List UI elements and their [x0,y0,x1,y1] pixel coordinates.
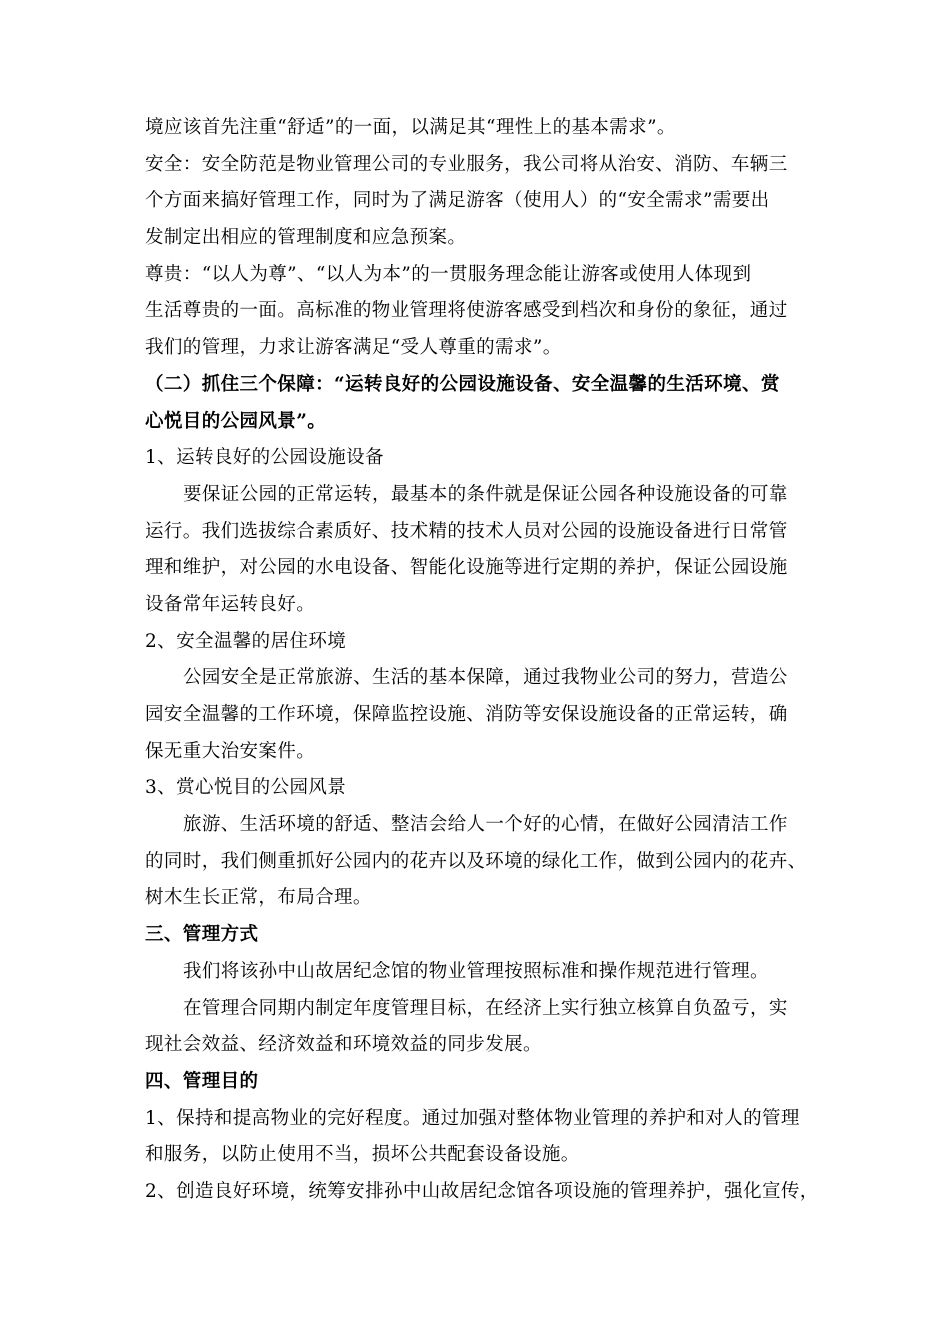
paragraph-line: 理和维护，对公园的水电设备、智能化设施等进行定期的养护，保证公园设施 [145,557,788,579]
paragraph-line: 我们的管理，力求让游客满足“受人尊重的需求”。 [145,337,562,359]
paragraph-line: 1、保持和提高物业的完好程度。通过加强对整体物业管理的养护和对人的管理 [145,1107,800,1129]
paragraph-line: 和服务，以防止使用不当，损坏公共配套设备设施。 [145,1144,580,1166]
section-heading: （二）抓住三个保障：“运转良好的公园设施设备、安全温馨的生活环境、赏 [145,373,780,395]
paragraph-line: 在管理合同期内制定年度管理目标，在经济上实行独立核算自负盈亏，实 [183,997,788,1019]
section-heading: 四、管理目的 [145,1070,259,1092]
paragraph-line: 运行。我们选拔综合素质好、技术精的技术人员对公园的设施设备进行日常管 [145,520,788,542]
document-body [145,110,835,1211]
paragraph-line: 要保证公园的正常运转，最基本的条件就是保证公园各种设施设备的可靠 [183,483,788,505]
subsection-heading: 2、安全温馨的居住环境 [145,630,347,652]
paragraph-line: 安全：安全防范是物业管理公司的专业服务，我公司将从治安、消防、车辆三 [145,153,788,175]
paragraph-line: 公园安全是正常旅游、生活的基本保障，通过我物业公司的努力，营造公 [183,667,788,689]
section-heading: 三、管理方式 [145,924,259,946]
subsection-heading: 3、赏心悦目的公园风景 [145,777,347,799]
paragraph-line: 旅游、生活环境的舒适、整洁会给人一个好的心情，在做好公园清洁工作 [183,814,788,836]
subsection-heading: 1、运转良好的公园设施设备 [145,447,384,469]
paragraph-line: 生活尊贵的一面。高标准的物业管理将使游客感受到档次和身份的象征，通过 [145,300,788,322]
paragraph-line: 的同时，我们侧重抓好公园内的花卉以及环境的绿化工作，做到公园内的花卉、 [145,850,807,872]
paragraph-line: 树木生长正常，布局合理。 [145,887,372,909]
paragraph-line: 2、创造良好环境，统筹安排孙中山故居纪念馆各项设施的管理养护，强化宣传， [145,1180,819,1202]
paragraph-line: 设备常年运转良好。 [145,593,316,615]
paragraph-line: 境应该首先注重“舒适”的一面，以满足其“理性上的基本需求”。 [145,117,676,138]
paragraph-line: 保无重大治安案件。 [145,740,316,762]
paragraph-line: 尊贵：“以人为尊”、“以人为本”的一贯服务理念能让游客或使用人体现到 [145,263,752,285]
paragraph-line: 我们将该孙中山故居纪念馆的物业管理按照标准和操作规范进行管理。 [183,960,769,982]
paragraph-line: 现社会效益、经济效益和环境效益的同步发展。 [145,1034,542,1056]
paragraph-line: 园安全温馨的工作环境，保障监控设施、消防等安保设施设备的正常运转，确 [145,704,788,725]
paragraph-line: 发制定出相应的管理制度和应急预案。 [145,227,467,249]
paragraph-line: 个方面来搞好管理工作，同时为了满足游客（使用人）的“安全需求”需要出 [145,190,770,212]
section-heading: 心悦目的公园风景”。 [145,410,327,432]
